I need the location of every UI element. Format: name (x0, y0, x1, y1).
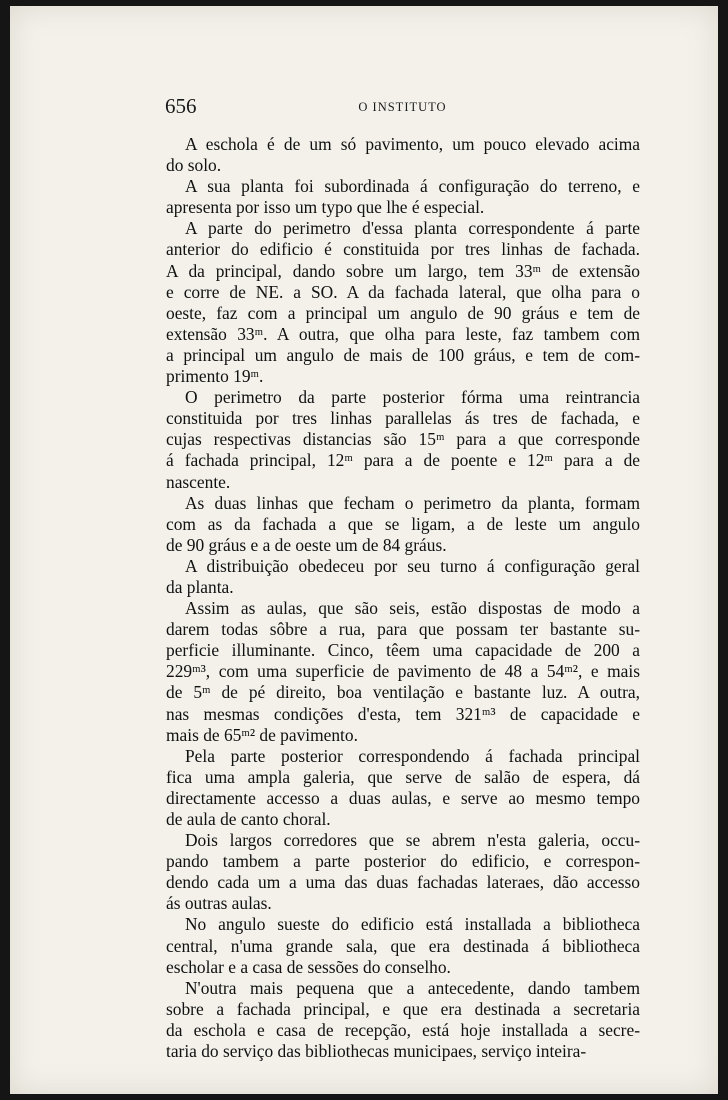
text-line: central, n'uma grande sala, que era destinada á bibliotheca (166, 935, 640, 956)
text-line: As duas linhas que fecham o perimetro da planta, formam (185, 492, 640, 513)
paragraph (166, 746, 640, 830)
text-line: fica uma ampla galeria, que serve de salão de espera, dá (166, 766, 640, 787)
text-line: de 5ᵐ de pé direito, boa ventilação e bastante luz. A outra, (166, 682, 640, 703)
text-line: perficie illuminante. Cinco, têem uma capacidade de 200 a (166, 640, 640, 661)
text-line: 229ᵐ³, com uma superficie de pavimento de 48 a 54ᵐ², e mais (166, 661, 640, 682)
text-line: constituida por tres linhas parallelas ás tres de fachada, e (166, 408, 640, 429)
paragraph (166, 493, 640, 556)
text-line: do solo. (166, 155, 222, 176)
text-line: mais de 65ᵐ² de pavimento. (166, 724, 358, 745)
text-line: cujas respectivas distancias são 15ᵐ para a que corresponde (166, 429, 640, 450)
text-line: No angulo sueste do edificio está installada a bibliotheca (185, 914, 640, 935)
text-line: dendo cada um a uma das duas fachadas lateraes, dão accesso (166, 872, 640, 893)
text-line: com as da fachada a que se ligam, a de leste um angulo (166, 513, 640, 534)
text-line: e corre de NE. a SO. A da fachada lateral, que olha para o (166, 281, 640, 302)
text-line: Dois largos corredores que se abrem n'esta galeria, occu- (185, 830, 640, 851)
paragraph (166, 556, 640, 598)
text-line: nascente. (166, 471, 231, 492)
text-line: á fachada principal, 12ᵐ para a de poente e 12ᵐ para a de (166, 450, 640, 471)
text-line: taria do serviço das bibliothecas municipaes, serviço inteira- (166, 1041, 587, 1062)
text-line: apresenta por isso um typo que lhe é especial. (166, 197, 485, 218)
text-line: A da principal, dando sobre um largo, tem 33ᵐ de extensão (166, 260, 640, 281)
text-line: A distribuição obedeceu por seu turno á configuração geral (185, 555, 640, 576)
text-line: N'outra mais pequena que a antecedente, dando tambem (185, 977, 640, 998)
text-line: de 90 gráus e a de oeste um de 84 gráus. (166, 534, 447, 555)
book-page (10, 6, 718, 1094)
text-line: a principal um angulo de mais de 100 gráus, e tem de com- (166, 344, 640, 365)
text-line: anterior do edificio é constituida por tres linhas de fachada. (166, 239, 640, 260)
text-line: nas mesmas condições d'esta, tem 321ᵐ³ de capacidade e (166, 703, 640, 724)
text-line: A sua planta foi subordinada á configuração do terreno, e (185, 176, 640, 197)
text-line: primento 19ᵐ. (166, 366, 264, 387)
text-line: extensão 33ᵐ. A outra, que olha para leste, faz tambem com (166, 323, 640, 344)
paragraph (166, 134, 640, 176)
paragraph (166, 387, 640, 492)
page-header (165, 94, 640, 120)
text-line: directamente accesso a duas aulas, e serve ao mesmo tempo (166, 787, 640, 808)
text-line: darem todas sôbre a rua, para que possam ter bastante su- (166, 619, 640, 640)
paragraph (166, 218, 640, 387)
paragraph (166, 978, 640, 1062)
running-title: O INSTITUTO (358, 100, 447, 114)
body-text (166, 134, 640, 1062)
text-line: oeste, faz com a principal um angulo de 90 gráus e tem de (166, 302, 640, 323)
page-number: 656 (165, 94, 197, 118)
paragraph (166, 830, 640, 914)
text-line: O perimetro da parte posterior fórma uma reintrancia (185, 387, 640, 408)
text-line: Pela parte posterior correspondendo á fachada principal (185, 745, 640, 766)
text-line: sobre a fachada principal, e que era destinada a secretaria (166, 998, 640, 1019)
text-line: da eschola e casa de recepção, está hoje installada a secre- (166, 1019, 640, 1040)
text-line: A eschola é de um só pavimento, um pouco elevado acima (185, 134, 640, 154)
text-line: ás outras aulas. (166, 893, 272, 914)
text-line: escholar e a casa de sessões do conselho. (166, 956, 451, 977)
paragraph (166, 914, 640, 977)
text-line: da planta. (166, 576, 234, 597)
text-line: A parte do perimetro d'essa planta correspondente á parte (185, 218, 640, 239)
paragraph (166, 176, 640, 218)
text-line: de aula de canto choral. (166, 809, 331, 829)
paragraph (166, 598, 640, 746)
text-line: Assim as aulas, que são seis, estão dispostas de modo a (185, 598, 640, 619)
text-line: pando tambem a parte posterior do edificio, e correspon- (166, 851, 640, 872)
